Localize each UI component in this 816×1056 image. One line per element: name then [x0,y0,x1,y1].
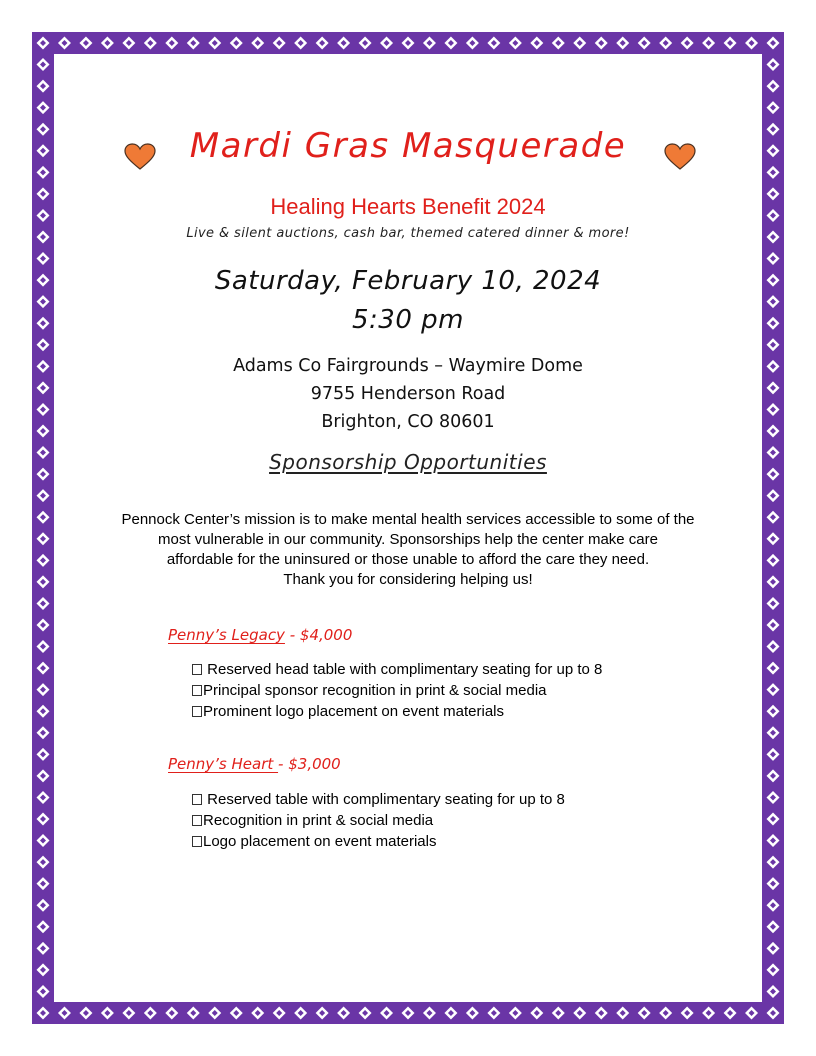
mission-line: affordable for the uninsured or those unable to afford the care they need. [166,551,650,568]
tier-benefits-pennys-legacy [192,659,602,722]
event-tagline: Live & silent auctions, cash bar, themed catered dinner & more! [186,226,630,241]
tier-title-pennys-legacy [168,626,352,644]
benefit-text: Reserved table with complimentary seating for up to 8 [203,791,565,808]
event-date: Saturday, February 10, 2024 [214,266,602,296]
benefit-item [192,810,565,831]
checkbox-icon [192,685,202,696]
benefit-text: Reserved head table with complimentary seating for up to 8 [203,661,603,678]
checkbox-icon [192,794,202,805]
benefit-item [192,701,602,722]
mission-line: Thank you for considering helping us! [283,571,533,588]
benefit-text: Logo placement on event materials [203,833,437,850]
benefit-text: Prominent logo placement on event materials [203,703,504,720]
checkbox-icon [192,706,202,717]
checkbox-icon [192,664,202,675]
checkbox-icon [192,836,202,847]
benefit-text: Principal sponsor recognition in print & social media [203,682,547,699]
event-title: Mardi Gras Masquerade [189,126,627,166]
venue-street: 9755 Henderson Road [310,384,506,404]
benefit-text: Recognition in print & social media [203,812,434,829]
benefit-item [192,659,602,680]
checkbox-icon [192,815,202,826]
sponsorship-heading-text: Sponsorship Opportunities [269,450,547,474]
tier-price: - $3,000 [278,755,341,773]
event-time: 5:30 pm [352,305,464,335]
mission-statement [54,510,762,590]
tier-title-pennys-heart [168,755,341,773]
benefit-item [192,831,565,852]
benefit-item [192,789,565,810]
tier-name: Penny’s Legacy [168,626,285,644]
venue-city: Brighton, CO 80601 [321,412,495,432]
sponsorship-heading [54,450,762,474]
flyer [54,54,762,1002]
tier-price: - $4,000 [284,626,353,644]
mission-line: Pennock Center’s mission is to make mental health services accessible to some of the [121,511,695,528]
venue-name: Adams Co Fairgrounds – Waymire Dome [233,356,583,376]
event-subtitle: Healing Hearts Benefit 2024 [270,194,546,219]
mission-line: most vulnerable in our community. Sponsorships help the center make care [158,531,658,548]
tier-name: Penny’s Heart [168,755,279,773]
tier-benefits-pennys-heart [192,789,565,852]
benefit-item [192,680,602,701]
